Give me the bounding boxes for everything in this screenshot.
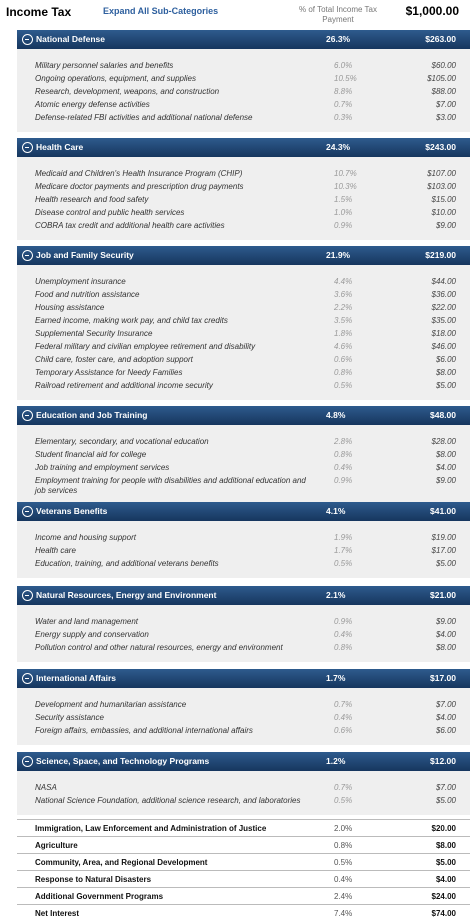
subcategory-row xyxy=(17,379,470,392)
subcategory-name: Earned income, making work pay, and child tax credits xyxy=(35,315,228,325)
category-header[interactable] xyxy=(17,246,470,265)
subcategory-amount: $36.00 xyxy=(431,289,456,299)
category-section xyxy=(17,406,470,505)
category-name: Immigration, Law Enforcement and Administration of Justice xyxy=(35,823,267,833)
subcategory-percent: 0.5% xyxy=(334,795,353,805)
subcategory-name: Elementary, secondary, and vocational education xyxy=(35,436,209,446)
subcategory-percent: 0.9% xyxy=(334,220,353,230)
subcategory-name: Income and housing support xyxy=(35,532,136,542)
category-row xyxy=(17,870,470,887)
subcategory-row xyxy=(17,353,470,366)
subcategory-percent: 10.7% xyxy=(334,168,357,178)
subcategory-percent: 0.8% xyxy=(334,642,353,652)
subcategory-amount: $4.00 xyxy=(435,462,456,472)
subcategory-amount: $6.00 xyxy=(435,354,456,364)
category-row xyxy=(17,904,470,921)
subcategory-percent: 0.7% xyxy=(334,699,353,709)
subcategory-name: Student financial aid for college xyxy=(35,449,147,459)
subcategory-name: Energy supply and conservation xyxy=(35,629,149,639)
category-name: Net Interest xyxy=(35,908,80,918)
subcategory-list xyxy=(17,49,470,132)
subcategory-list xyxy=(17,157,470,240)
subcategory-row xyxy=(17,98,470,111)
subcategory-percent: 0.9% xyxy=(334,475,353,485)
subcategory-name: Unemployment insurance xyxy=(35,276,126,286)
category-amount: $21.00 xyxy=(430,590,456,600)
other-category-list xyxy=(17,819,470,921)
subcategory-name: Education, training, and additional veterans benefits xyxy=(35,558,219,568)
subcategory-percent: 0.6% xyxy=(334,725,353,735)
subcategory-percent: 8.8% xyxy=(334,86,353,96)
subcategory-amount: $5.00 xyxy=(435,795,456,805)
subcategory-amount: $44.00 xyxy=(431,276,456,286)
expand-all-link[interactable]: Expand All Sub-Categories xyxy=(103,6,219,16)
subcategory-name: Temporary Assistance for Needy Families xyxy=(35,367,183,377)
subcategory-amount: $5.00 xyxy=(435,380,456,390)
category-amount: $8.00 xyxy=(435,840,456,850)
subcategory-amount: $7.00 xyxy=(435,782,456,792)
subcategory-amount: $22.00 xyxy=(431,302,456,312)
subcategory-amount: $9.00 xyxy=(435,475,456,485)
subcategory-amount: $60.00 xyxy=(431,60,456,70)
subcategory-name: Security assistance xyxy=(35,712,104,722)
category-percent: 2.1% xyxy=(326,590,346,600)
category-header[interactable] xyxy=(17,138,470,157)
subcategory-name: National Science Foundation, additional science research, and laboratories xyxy=(35,795,301,805)
subcategory-percent: 10.5% xyxy=(334,73,357,83)
subcategory-percent: 10.3% xyxy=(334,181,357,191)
subcategory-name: Child care, foster care, and adoption support xyxy=(35,354,193,364)
subcategory-name: Job training and employment services xyxy=(35,462,170,472)
percent-column-header: % of Total Income Tax Payment xyxy=(299,5,377,24)
category-amount: $48.00 xyxy=(430,410,456,420)
subcategory-list xyxy=(17,688,470,745)
subcategory-amount: $17.00 xyxy=(431,545,456,555)
category-amount: $17.00 xyxy=(430,673,456,683)
subcategory-name: Health research and food safety xyxy=(35,194,149,204)
category-header[interactable] xyxy=(17,406,470,425)
subcategory-name: Military personnel salaries and benefits xyxy=(35,60,174,70)
subcategory-row xyxy=(17,193,470,206)
subcategory-row xyxy=(17,794,470,807)
category-name: Response to Natural Disasters xyxy=(35,874,152,884)
subcategory-row xyxy=(17,301,470,314)
subcategory-row xyxy=(17,85,470,98)
subcategory-amount: $4.00 xyxy=(435,629,456,639)
page-header xyxy=(0,0,476,28)
category-header[interactable] xyxy=(17,669,470,688)
subcategory-percent: 0.5% xyxy=(334,380,353,390)
subcategory-amount: $88.00 xyxy=(431,86,456,96)
subcategory-amount: $10.00 xyxy=(431,207,456,217)
category-amount: $219.00 xyxy=(425,250,456,260)
subcategory-percent: 0.3% xyxy=(334,112,353,122)
subcategory-row xyxy=(17,711,470,724)
category-row xyxy=(17,853,470,870)
category-name: Science, Space, and Technology Programs xyxy=(36,756,210,766)
subcategory-percent: 3.5% xyxy=(334,315,353,325)
subcategory-amount: $105.00 xyxy=(427,73,456,83)
subcategory-amount: $18.00 xyxy=(431,328,456,338)
subcategory-name: Food and nutrition assistance xyxy=(35,289,140,299)
subcategory-percent: 4.4% xyxy=(334,276,353,286)
subcategory-row xyxy=(17,698,470,711)
subcategory-amount: $8.00 xyxy=(435,367,456,377)
subcategory-row xyxy=(17,641,470,654)
subcategory-percent: 0.4% xyxy=(334,629,353,639)
subcategory-amount: $6.00 xyxy=(435,725,456,735)
subcategory-name: Medicare doctor payments and prescription drug payments xyxy=(35,181,244,191)
subcategory-amount: $3.00 xyxy=(435,112,456,122)
subcategory-percent: 1.0% xyxy=(334,207,353,217)
category-name: Natural Resources, Energy and Environment xyxy=(36,590,217,600)
subcategory-percent: 0.9% xyxy=(334,616,353,626)
category-header[interactable] xyxy=(17,586,470,605)
subcategory-row xyxy=(17,448,470,461)
subcategory-amount: $35.00 xyxy=(431,315,456,325)
category-amount: $243.00 xyxy=(425,142,456,152)
subcategory-row xyxy=(17,628,470,641)
subcategory-name: Ongoing operations, equipment, and supplies xyxy=(35,73,196,83)
subcategory-amount: $15.00 xyxy=(431,194,456,204)
subcategory-amount: $8.00 xyxy=(435,642,456,652)
category-row xyxy=(17,887,470,904)
category-name: International Affairs xyxy=(36,673,116,683)
subcategory-percent: 0.4% xyxy=(334,462,353,472)
category-percent: 7.4% xyxy=(334,908,353,918)
subcategory-amount: $7.00 xyxy=(435,99,456,109)
subcategory-percent: 2.8% xyxy=(334,436,353,446)
subcategory-amount: $5.00 xyxy=(435,558,456,568)
category-row xyxy=(17,836,470,853)
subcategory-amount: $46.00 xyxy=(431,341,456,351)
subcategory-row xyxy=(17,781,470,794)
subcategory-name: Disease control and public health services xyxy=(35,207,185,217)
category-section xyxy=(17,30,470,132)
subcategory-amount: $9.00 xyxy=(435,616,456,626)
category-amount: $263.00 xyxy=(425,34,456,44)
subcategory-row xyxy=(17,206,470,219)
category-name: Agriculture xyxy=(35,840,78,850)
subcategory-name: Railroad retirement and additional income security xyxy=(35,380,213,390)
category-header[interactable] xyxy=(17,752,470,771)
category-amount: $5.00 xyxy=(435,857,456,867)
category-section xyxy=(17,752,470,815)
subcategory-list xyxy=(17,521,470,578)
subcategory-percent: 1.7% xyxy=(334,545,353,555)
category-row xyxy=(17,819,470,836)
subcategory-row xyxy=(17,72,470,85)
category-name: Additional Government Programs xyxy=(35,891,164,901)
subcategory-percent: 1.5% xyxy=(334,194,353,204)
category-name: Job and Family Security xyxy=(36,250,134,260)
subcategory-row xyxy=(17,111,470,124)
subcategory-name: Water and land management xyxy=(35,616,139,626)
collapse-icon[interactable] xyxy=(22,590,33,601)
category-percent: 21.9% xyxy=(326,250,351,260)
subcategory-percent: 0.7% xyxy=(334,782,353,792)
subcategory-amount: $28.00 xyxy=(431,436,456,446)
subcategory-list xyxy=(17,425,470,505)
subcategory-row xyxy=(17,366,470,379)
collapse-icon[interactable] xyxy=(22,250,33,261)
subcategory-percent: 0.8% xyxy=(334,449,353,459)
category-amount: $74.00 xyxy=(431,908,456,918)
category-amount: $4.00 xyxy=(435,874,456,884)
subcategory-amount: $4.00 xyxy=(435,712,456,722)
category-section xyxy=(17,586,470,662)
subcategory-name: Pollution control and other natural resources, energy and environment xyxy=(35,642,283,652)
category-percent: 1.2% xyxy=(326,756,346,766)
subcategory-percent: 2.2% xyxy=(334,302,353,312)
category-percent: 2.4% xyxy=(334,891,353,901)
subcategory-name: NASA xyxy=(35,782,57,792)
subcategory-name: Housing assistance xyxy=(35,302,105,312)
subcategory-list xyxy=(17,265,470,400)
category-amount: $20.00 xyxy=(431,823,456,833)
collapse-icon[interactable] xyxy=(22,673,33,684)
category-section xyxy=(17,502,470,578)
subcategory-name: Foreign affairs, embassies, and additional international affairs xyxy=(35,725,253,735)
subcategory-row xyxy=(17,275,470,288)
category-header[interactable] xyxy=(17,30,470,49)
subcategory-name: Development and humanitarian assistance xyxy=(35,699,187,709)
subcategory-name: Research, development, weapons, and construction xyxy=(35,86,220,96)
subcategory-amount: $9.00 xyxy=(435,220,456,230)
collapse-icon[interactable] xyxy=(22,506,33,517)
collapse-icon[interactable] xyxy=(22,142,33,153)
subcategory-amount: $7.00 xyxy=(435,699,456,709)
subcategory-name: COBRA tax credit and additional health care activities xyxy=(35,220,225,230)
subcategory-row xyxy=(17,167,470,180)
subcategory-row xyxy=(17,531,470,544)
subcategory-name: Atomic energy defense activities xyxy=(35,99,150,109)
category-percent: 24.3% xyxy=(326,142,351,152)
subcategory-amount: $19.00 xyxy=(431,532,456,542)
category-percent: 2.0% xyxy=(334,823,353,833)
category-section xyxy=(17,138,470,240)
subcategory-percent: 0.4% xyxy=(334,712,353,722)
category-name: National Defense xyxy=(36,34,105,44)
collapse-icon[interactable] xyxy=(22,410,33,421)
subcategory-name: Health care xyxy=(35,545,76,555)
category-percent: 0.5% xyxy=(334,857,353,867)
subcategory-percent: 3.6% xyxy=(334,289,353,299)
category-amount: $24.00 xyxy=(431,891,456,901)
category-header[interactable] xyxy=(17,502,470,521)
subcategory-name: Federal military and civilian employee retirement and disability xyxy=(35,341,256,351)
subcategory-percent: 0.5% xyxy=(334,558,353,568)
category-percent: 1.7% xyxy=(326,673,346,683)
subcategory-row xyxy=(17,180,470,193)
subcategory-row xyxy=(17,615,470,628)
page-title: Income Tax xyxy=(6,5,72,19)
subcategory-row xyxy=(17,544,470,557)
collapse-icon[interactable] xyxy=(22,34,33,45)
category-name: Health Care xyxy=(36,142,84,152)
subcategory-row xyxy=(17,724,470,737)
subcategory-percent: 4.6% xyxy=(334,341,353,351)
total-amount: $1,000.00 xyxy=(405,4,459,18)
subcategory-percent: 1.9% xyxy=(334,532,353,542)
subcategory-percent: 6.0% xyxy=(334,60,353,70)
subcategory-row xyxy=(17,59,470,72)
category-section xyxy=(17,669,470,745)
subcategory-name: Medicaid and Children's Health Insurance Program (CHIP) xyxy=(35,168,243,178)
category-percent: 4.1% xyxy=(326,506,346,516)
category-percent: 4.8% xyxy=(326,410,346,420)
subcategory-row xyxy=(17,474,470,497)
subcategory-amount: $8.00 xyxy=(435,449,456,459)
subcategory-name: Employment training for people with disabilities and additional education and job services xyxy=(35,475,306,495)
category-section xyxy=(17,246,470,400)
category-percent: 0.8% xyxy=(334,840,353,850)
category-amount: $12.00 xyxy=(430,756,456,766)
subcategory-percent: 1.8% xyxy=(334,328,353,338)
subcategory-row xyxy=(17,327,470,340)
subcategory-name: Supplemental Security Insurance xyxy=(35,328,153,338)
subcategory-percent: 0.8% xyxy=(334,367,353,377)
subcategory-list xyxy=(17,771,470,815)
category-percent: 0.4% xyxy=(334,874,353,884)
subcategory-row xyxy=(17,557,470,570)
category-name: Community, Area, and Regional Development xyxy=(35,857,208,867)
category-amount: $41.00 xyxy=(430,506,456,516)
subcategory-list xyxy=(17,605,470,662)
subcategory-row xyxy=(17,219,470,232)
subcategory-amount: $103.00 xyxy=(427,181,456,191)
subcategory-row xyxy=(17,314,470,327)
subcategory-row xyxy=(17,461,470,474)
subcategory-percent: 0.6% xyxy=(334,354,353,364)
subcategory-row xyxy=(17,340,470,353)
collapse-icon[interactable] xyxy=(22,756,33,767)
subcategory-name: Defense-related FBI activities and additional national defense xyxy=(35,112,253,122)
subcategory-percent: 0.7% xyxy=(334,99,353,109)
subcategory-amount: $107.00 xyxy=(427,168,456,178)
subcategory-row xyxy=(17,435,470,448)
category-name: Education and Job Training xyxy=(36,410,148,420)
category-percent: 26.3% xyxy=(326,34,351,44)
category-name: Veterans Benefits xyxy=(36,506,108,516)
subcategory-row xyxy=(17,288,470,301)
